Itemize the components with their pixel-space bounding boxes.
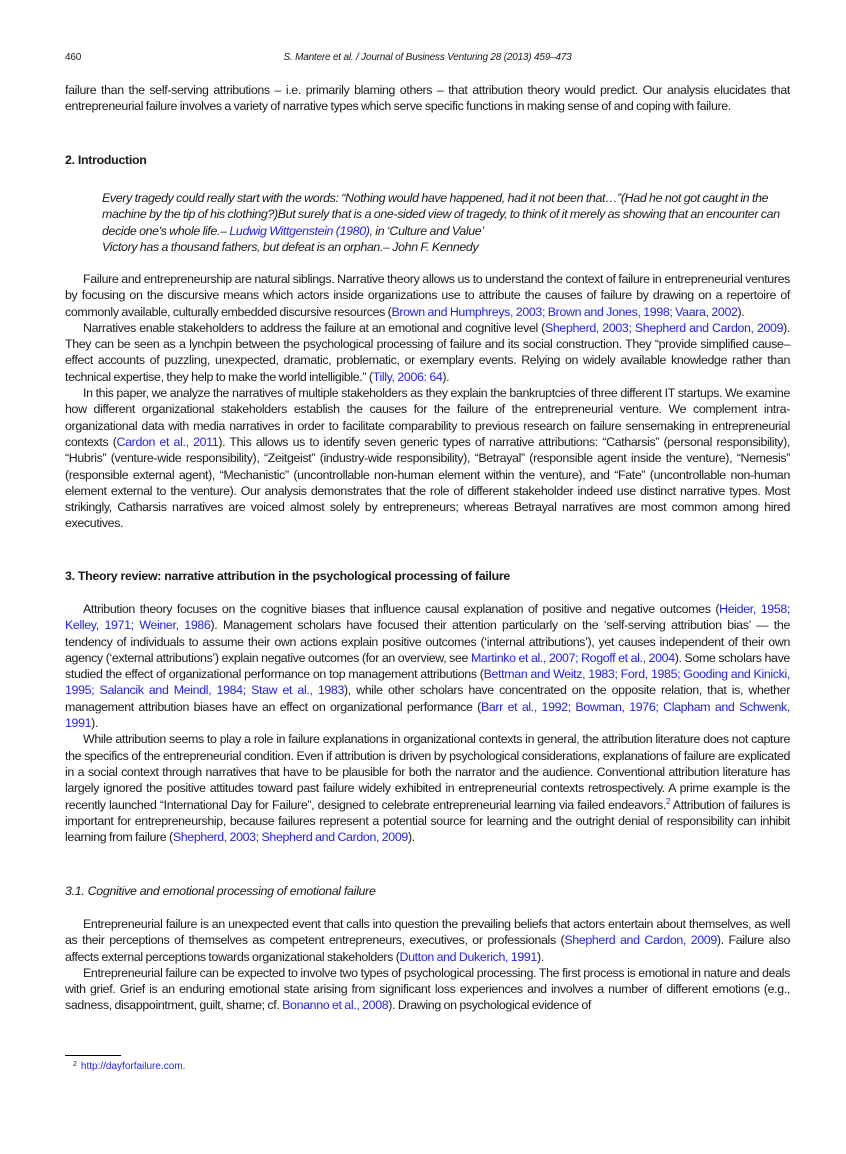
paragraph xyxy=(65,731,790,845)
paragraph xyxy=(65,601,790,731)
footnote-ref-link[interactable]: 2 xyxy=(665,796,671,806)
section-heading: 3. Theory review: narrative attribution in the psychological processing of failure xyxy=(65,569,510,583)
citation-link[interactable]: Martinko et al., 2007; Rogoff et al., 2004 xyxy=(470,650,675,665)
paragraph-text: In this paper, we analyze the narratives of multiple stakeholders as they explain the bankruptcies of three different IT startups. We examine how different organizational stakeholders establish the causes for the failure of the entrepreneurial venture. We complement intra-organizational data with media narratives in order to facilitate comparability to previous research on failure sensemaking in entrepreneurial contexts ( xyxy=(65,386,790,449)
paragraph-text: ). xyxy=(737,304,745,319)
quote-text: Every tragedy could really start with the words: “Nothing would have happened, had it not been that…”(Had he not got caught in the machine by the tip of his clothing?)But surely that is a one-sided view of tragedy, to think of it merely as showing that an encounter can decide one's whole life.– xyxy=(102,191,780,238)
citation-link[interactable]: Shepherd, 2003; Shepherd and Cardon, 2009 xyxy=(172,830,408,845)
section-3-heading-block xyxy=(65,569,790,583)
paragraph-text: ). Some scholars have studied the effect of organizational performance on top management attributions ( xyxy=(65,650,790,682)
paragraph: failure than the self-serving attributions – i.e. primarily blaming others – that attribution theory would predict. Our analysis elucidates that entrepreneurial failure involves a variety of narrative types which serve specific functions in making sense of and coping with failure. xyxy=(65,83,790,114)
paragraph-text: Attribution of failures is important for entrepreneurship, because failures represent a potential source for learning and the outright denial of responsibility can inhibit learning from failure ( xyxy=(65,797,790,845)
paragraph xyxy=(65,271,790,320)
paragraph-text: ). They can be seen as a lynchpin between the psychological processing of failure and its social construction. They “provide simplified cause–effect accounts of puzzling, unexpected, dramatic, problematic, or exemplary events. Relying on widely available knowledge rather than technical expertise, they help to make the world intelligible.” ( xyxy=(65,320,790,384)
paragraph-text: While attribution seems to play a role in failure explanations in organizational contexts in general, the attribution literature does not capture the specifics of the entrepreneurial condition. Even if attribution is driven by psychological considerations, explanations of failure are explicated in a social context through narratives that have to be plausible for both the narrator and the audience. Conventional attribution literature has largely ignored the positive attitudes toward past failure widely exhibited in entrepreneurial contexts retrospectively. A prime example is the recently launched “International Day for Failure”, designed to celebrate entrepreneurial learning via failed endeavors. xyxy=(65,732,790,812)
section-2-body xyxy=(65,271,790,532)
section-2-heading-block xyxy=(65,153,790,167)
paragraph-text: ). Drawing on psychological evidence of xyxy=(388,998,591,1013)
citation-link[interactable]: Shepherd, 2003; Shepherd and Cardon, 2009 xyxy=(544,320,784,335)
paragraph-text: ). xyxy=(91,716,99,731)
citation-link[interactable]: Tilly, 2006: 64 xyxy=(372,369,443,384)
paragraph-text: ). Management scholars have focused their attention particularly on the ‘self-serving attribution bias’ — the tendency of individuals to assume their own actions explain positive outcomes (‘internal attributions’), yet causes independent of their own agency (‘external attributions’) explain negative outcomes (for an overview, see xyxy=(65,618,790,665)
paragraph-text: Failure and entrepreneurship are natural siblings. Narrative theory allows us to understand the context of failure in entrepreneurial ventures by focusing on the discursive means which actors inside organizations use to attribute the causes of failure by drawing on a repertoire of commonly available, culturally embedded discursive resources ( xyxy=(65,272,790,319)
quote-source: , in ‘Culture and Value’ xyxy=(369,223,484,238)
paragraph-text: Entrepreneurial failure is an unexpected event that calls into question the prevailing beliefs that actors entertain about themselves, as well as their perceptions of themselves as competent entrepreneurs, executives, or professionals ( xyxy=(65,917,790,948)
footnote-url-link[interactable]: http://dayforfailure.com. xyxy=(80,1061,186,1072)
citation-link[interactable]: Dutton and Dukerich, 1991 xyxy=(399,949,537,964)
citation-link[interactable]: Barr et al., 1992; Bowman, 1976; Clapham and Schwenk, 1991 xyxy=(65,699,790,731)
paragraph-text: ). xyxy=(407,830,415,845)
citation-link[interactable]: Ludwig Wittgenstein (1980) xyxy=(229,223,370,238)
paragraph xyxy=(65,916,790,965)
footnote xyxy=(73,1061,185,1072)
subsection-3-1-heading-block xyxy=(65,884,790,898)
paragraph-text: ). This allows us to identify seven generic types of narrative attributions: “Catharsis” (personal responsibility), “Hubris” (venture-wide responsibility), “Zeitgeist” (industry-wide responsibility), “Betrayal” (responsible agent inside the venture), “Nemesis” (responsible external agent), “Mechanistic” (uncontrollable non-human element within the venture), and “Fate” (uncontrollable non-human element external to the venture). Our analysis demonstrates that the role of different stakeholder indeed use distinct narrative types. Most strikingly, Catharsis narratives are voiced almost solely by entrepreneurs; whereas Betrayal narratives are most common among hired executives. xyxy=(65,434,790,531)
paragraph xyxy=(65,965,790,1014)
paragraph-text: ). xyxy=(536,949,544,964)
epigraph-quote xyxy=(102,190,790,239)
citation-link[interactable]: Shepherd and Cardon, 2009 xyxy=(564,933,717,948)
subsection-3-1-body xyxy=(65,916,790,1014)
citation-link[interactable]: Bettman and Weitz, 1983; Ford, 1985; Gooding and Kinicki, 1995; Salancik and Meindl, 1984; Staw et al., 1983 xyxy=(65,667,790,698)
subsection-heading: 3.1. Cognitive and emotional processing of emotional failure xyxy=(65,884,376,898)
running-header xyxy=(65,52,790,68)
citation-link[interactable]: Brown and Humphreys, 2003; Brown and Jones, 1998; Vaara, 2002 xyxy=(391,304,738,319)
paragraph-text: Narratives enable stakeholders to address the failure at an emotional and cognitive level ( xyxy=(83,320,545,335)
paragraph-text: ). Failure also affects external perceptions towards organizational stakeholders ( xyxy=(65,933,791,964)
paragraph xyxy=(65,320,790,385)
citation-link[interactable]: Heider, 1958; Kelley, 1971; Weiner, 1986 xyxy=(65,602,791,633)
section-3-body xyxy=(65,601,790,845)
paragraph-text: Attribution theory focuses on the cognitive biases that influence causal explanation of positive and negative outcomes ( xyxy=(83,602,720,616)
citation-link[interactable]: Bonanno et al., 2008 xyxy=(282,998,389,1013)
footnote-divider xyxy=(65,1055,121,1056)
journal-reference: S. Mantere et al. / Journal of Business Venturing 28 (2013) 459–473 xyxy=(283,52,572,63)
paragraph-text: Entrepreneurial failure can be expected to involve two types of psychological processing. The first process is emotional in nature and deals with grief. Grief is an enduring emotional state arising from significant loss experiences and involves a number of different emotions (e.g., sadness, disappointment, guilt, shame; cf. xyxy=(65,965,790,1013)
epigraph-quote: Victory has a thousand fathers, but defeat is an orphan.– John F. Kennedy xyxy=(102,239,479,254)
paragraph-text: ), while other scholars have concentrated on the opposite relation, that is, whether management attribution biases have an effect on organizational performance ( xyxy=(65,683,790,714)
section-heading: 2. Introduction xyxy=(65,153,147,167)
page-number: 460 xyxy=(65,52,82,63)
intro-continuation xyxy=(65,82,790,115)
paragraph xyxy=(65,385,790,532)
footnote-number: 2 xyxy=(73,1061,77,1068)
paragraph-text: ). xyxy=(442,369,450,384)
citation-link[interactable]: Cardon et al., 2011 xyxy=(116,434,219,449)
epigraph xyxy=(102,190,790,255)
